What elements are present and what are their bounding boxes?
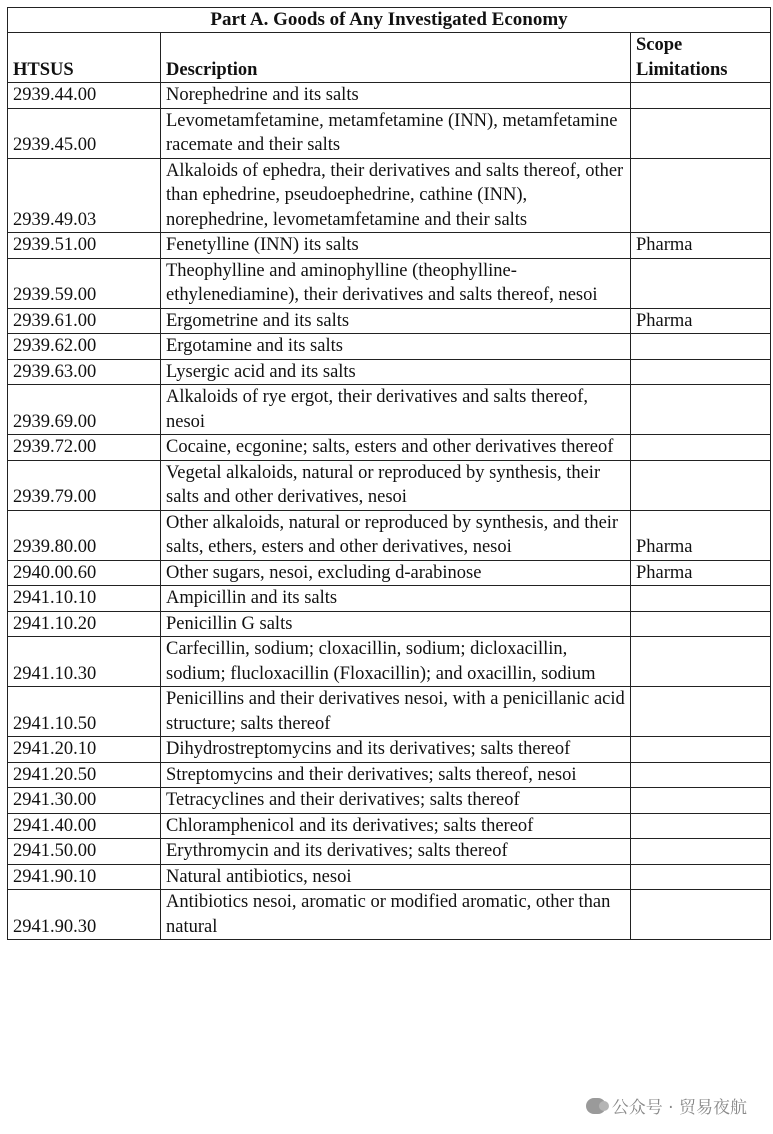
description-cell: Ergometrine and its salts (161, 308, 631, 334)
description-cell: Penicillin G salts (161, 611, 631, 637)
scope-cell (631, 611, 771, 637)
header-htsus: HTSUS (8, 33, 161, 83)
wechat-icon (586, 1098, 606, 1114)
table-row (8, 737, 771, 763)
htsus-cell: 2939.72.00 (8, 435, 161, 461)
htsus-cell: 2941.20.50 (8, 762, 161, 788)
description-cell: Tetracyclines and their derivatives; salts thereof (161, 788, 631, 814)
table-row (8, 813, 771, 839)
scope-cell (631, 385, 771, 435)
scope-cell (631, 460, 771, 510)
scope-cell (631, 864, 771, 890)
description-cell: Other alkaloids, natural or reproduced by synthesis, and their salts, ethers, esters and other derivatives, nesoi (161, 510, 631, 560)
description-cell: Theophylline and aminophylline (theophylline-ethylenediamine), their derivatives and salts thereof, nesoi (161, 258, 631, 308)
scope-cell (631, 813, 771, 839)
table-row (8, 108, 771, 158)
htsus-cell: 2939.79.00 (8, 460, 161, 510)
htsus-cell: 2941.50.00 (8, 839, 161, 865)
scope-cell: Pharma (631, 510, 771, 560)
table-row (8, 83, 771, 109)
scope-cell (631, 737, 771, 763)
table-row (8, 308, 771, 334)
scope-cell (631, 890, 771, 940)
table-row (8, 359, 771, 385)
scope-cell: Pharma (631, 233, 771, 259)
scope-cell (631, 788, 771, 814)
table-row (8, 233, 771, 259)
htsus-cell: 2941.20.10 (8, 737, 161, 763)
scope-cell (631, 359, 771, 385)
description-cell: Erythromycin and its derivatives; salts thereof (161, 839, 631, 865)
scope-cell: Pharma (631, 560, 771, 586)
htsus-cell: 2941.90.10 (8, 864, 161, 890)
htsus-cell: 2939.45.00 (8, 108, 161, 158)
tariff-table (7, 7, 771, 940)
htsus-cell: 2939.49.03 (8, 158, 161, 233)
description-cell: Norephedrine and its salts (161, 83, 631, 109)
htsus-cell: 2939.44.00 (8, 83, 161, 109)
htsus-cell: 2941.10.10 (8, 586, 161, 612)
table-row (8, 839, 771, 865)
description-cell: Alkaloids of rye ergot, their derivatives and salts thereof, nesoi (161, 385, 631, 435)
description-cell: Cocaine, ecgonine; salts, esters and other derivatives thereof (161, 435, 631, 461)
scope-cell (631, 637, 771, 687)
table-row (8, 890, 771, 940)
table-row (8, 687, 771, 737)
table-row (8, 611, 771, 637)
description-cell: Antibiotics nesoi, aromatic or modified aromatic, other than natural (161, 890, 631, 940)
scope-cell (631, 687, 771, 737)
table-row (8, 385, 771, 435)
description-cell: Fenetylline (INN) its salts (161, 233, 631, 259)
title-row (8, 8, 771, 33)
description-cell: Ampicillin and its salts (161, 586, 631, 612)
scope-cell (631, 762, 771, 788)
document-page (7, 7, 770, 940)
table-body (8, 83, 771, 940)
table-row (8, 560, 771, 586)
header-scope-limitations: Scope Limitations (631, 33, 771, 83)
table-row (8, 510, 771, 560)
htsus-cell: 2939.62.00 (8, 334, 161, 360)
scope-cell (631, 334, 771, 360)
htsus-cell: 2939.51.00 (8, 233, 161, 259)
description-cell: Dihydrostreptomycins and its derivatives; salts thereof (161, 737, 631, 763)
table-row (8, 334, 771, 360)
description-cell: Lysergic acid and its salts (161, 359, 631, 385)
scope-cell (631, 586, 771, 612)
description-cell: Vegetal alkaloids, natural or reproduced by synthesis, their salts and other derivatives, nesoi (161, 460, 631, 510)
description-cell: Ergotamine and its salts (161, 334, 631, 360)
scope-cell: Pharma (631, 308, 771, 334)
description-cell: Levometamfetamine, metamfetamine (INN), metamfetamine racemate and their salts (161, 108, 631, 158)
htsus-cell: 2941.30.00 (8, 788, 161, 814)
htsus-cell: 2941.10.30 (8, 637, 161, 687)
scope-cell (631, 108, 771, 158)
scope-cell (631, 435, 771, 461)
table-row (8, 586, 771, 612)
htsus-cell: 2939.63.00 (8, 359, 161, 385)
table-row (8, 762, 771, 788)
scope-cell (631, 839, 771, 865)
description-cell: Streptomycins and their derivatives; salts thereof, nesoi (161, 762, 631, 788)
htsus-cell: 2940.00.60 (8, 560, 161, 586)
htsus-cell: 2939.69.00 (8, 385, 161, 435)
htsus-cell: 2941.10.20 (8, 611, 161, 637)
description-cell: Other sugars, nesoi, excluding d-arabinose (161, 560, 631, 586)
htsus-cell: 2941.40.00 (8, 813, 161, 839)
watermark (582, 1093, 751, 1118)
htsus-cell: 2939.59.00 (8, 258, 161, 308)
scope-cell (631, 258, 771, 308)
scope-cell (631, 83, 771, 109)
header-description: Description (161, 33, 631, 83)
htsus-cell: 2941.90.30 (8, 890, 161, 940)
htsus-cell: 2941.10.50 (8, 687, 161, 737)
table-row (8, 864, 771, 890)
description-cell: Chloramphenicol and its derivatives; salts thereof (161, 813, 631, 839)
table-title: Part A. Goods of Any Investigated Economy (8, 8, 771, 33)
description-cell: Penicillins and their derivatives nesoi, with a penicillanic acid structure; salts thereof (161, 687, 631, 737)
table-row (8, 435, 771, 461)
scope-cell (631, 158, 771, 233)
table-row (8, 158, 771, 233)
watermark-text: 公众号 · 贸易夜航 (611, 1098, 747, 1118)
htsus-cell: 2939.61.00 (8, 308, 161, 334)
table-row (8, 460, 771, 510)
description-cell: Carfecillin, sodium; cloxacillin, sodium; dicloxacillin, sodium; flucloxacillin (Floxacillin); and oxacillin, sodium (161, 637, 631, 687)
description-cell: Natural antibiotics, nesoi (161, 864, 631, 890)
header-row (8, 33, 771, 83)
table-row (8, 788, 771, 814)
table-row (8, 258, 771, 308)
htsus-cell: 2939.80.00 (8, 510, 161, 560)
description-cell: Alkaloids of ephedra, their derivatives and salts thereof, other than ephedrine, pseudoephedrine, cathine (INN), norephedrine, levometamfetamine and their salts (161, 158, 631, 233)
table-row (8, 637, 771, 687)
